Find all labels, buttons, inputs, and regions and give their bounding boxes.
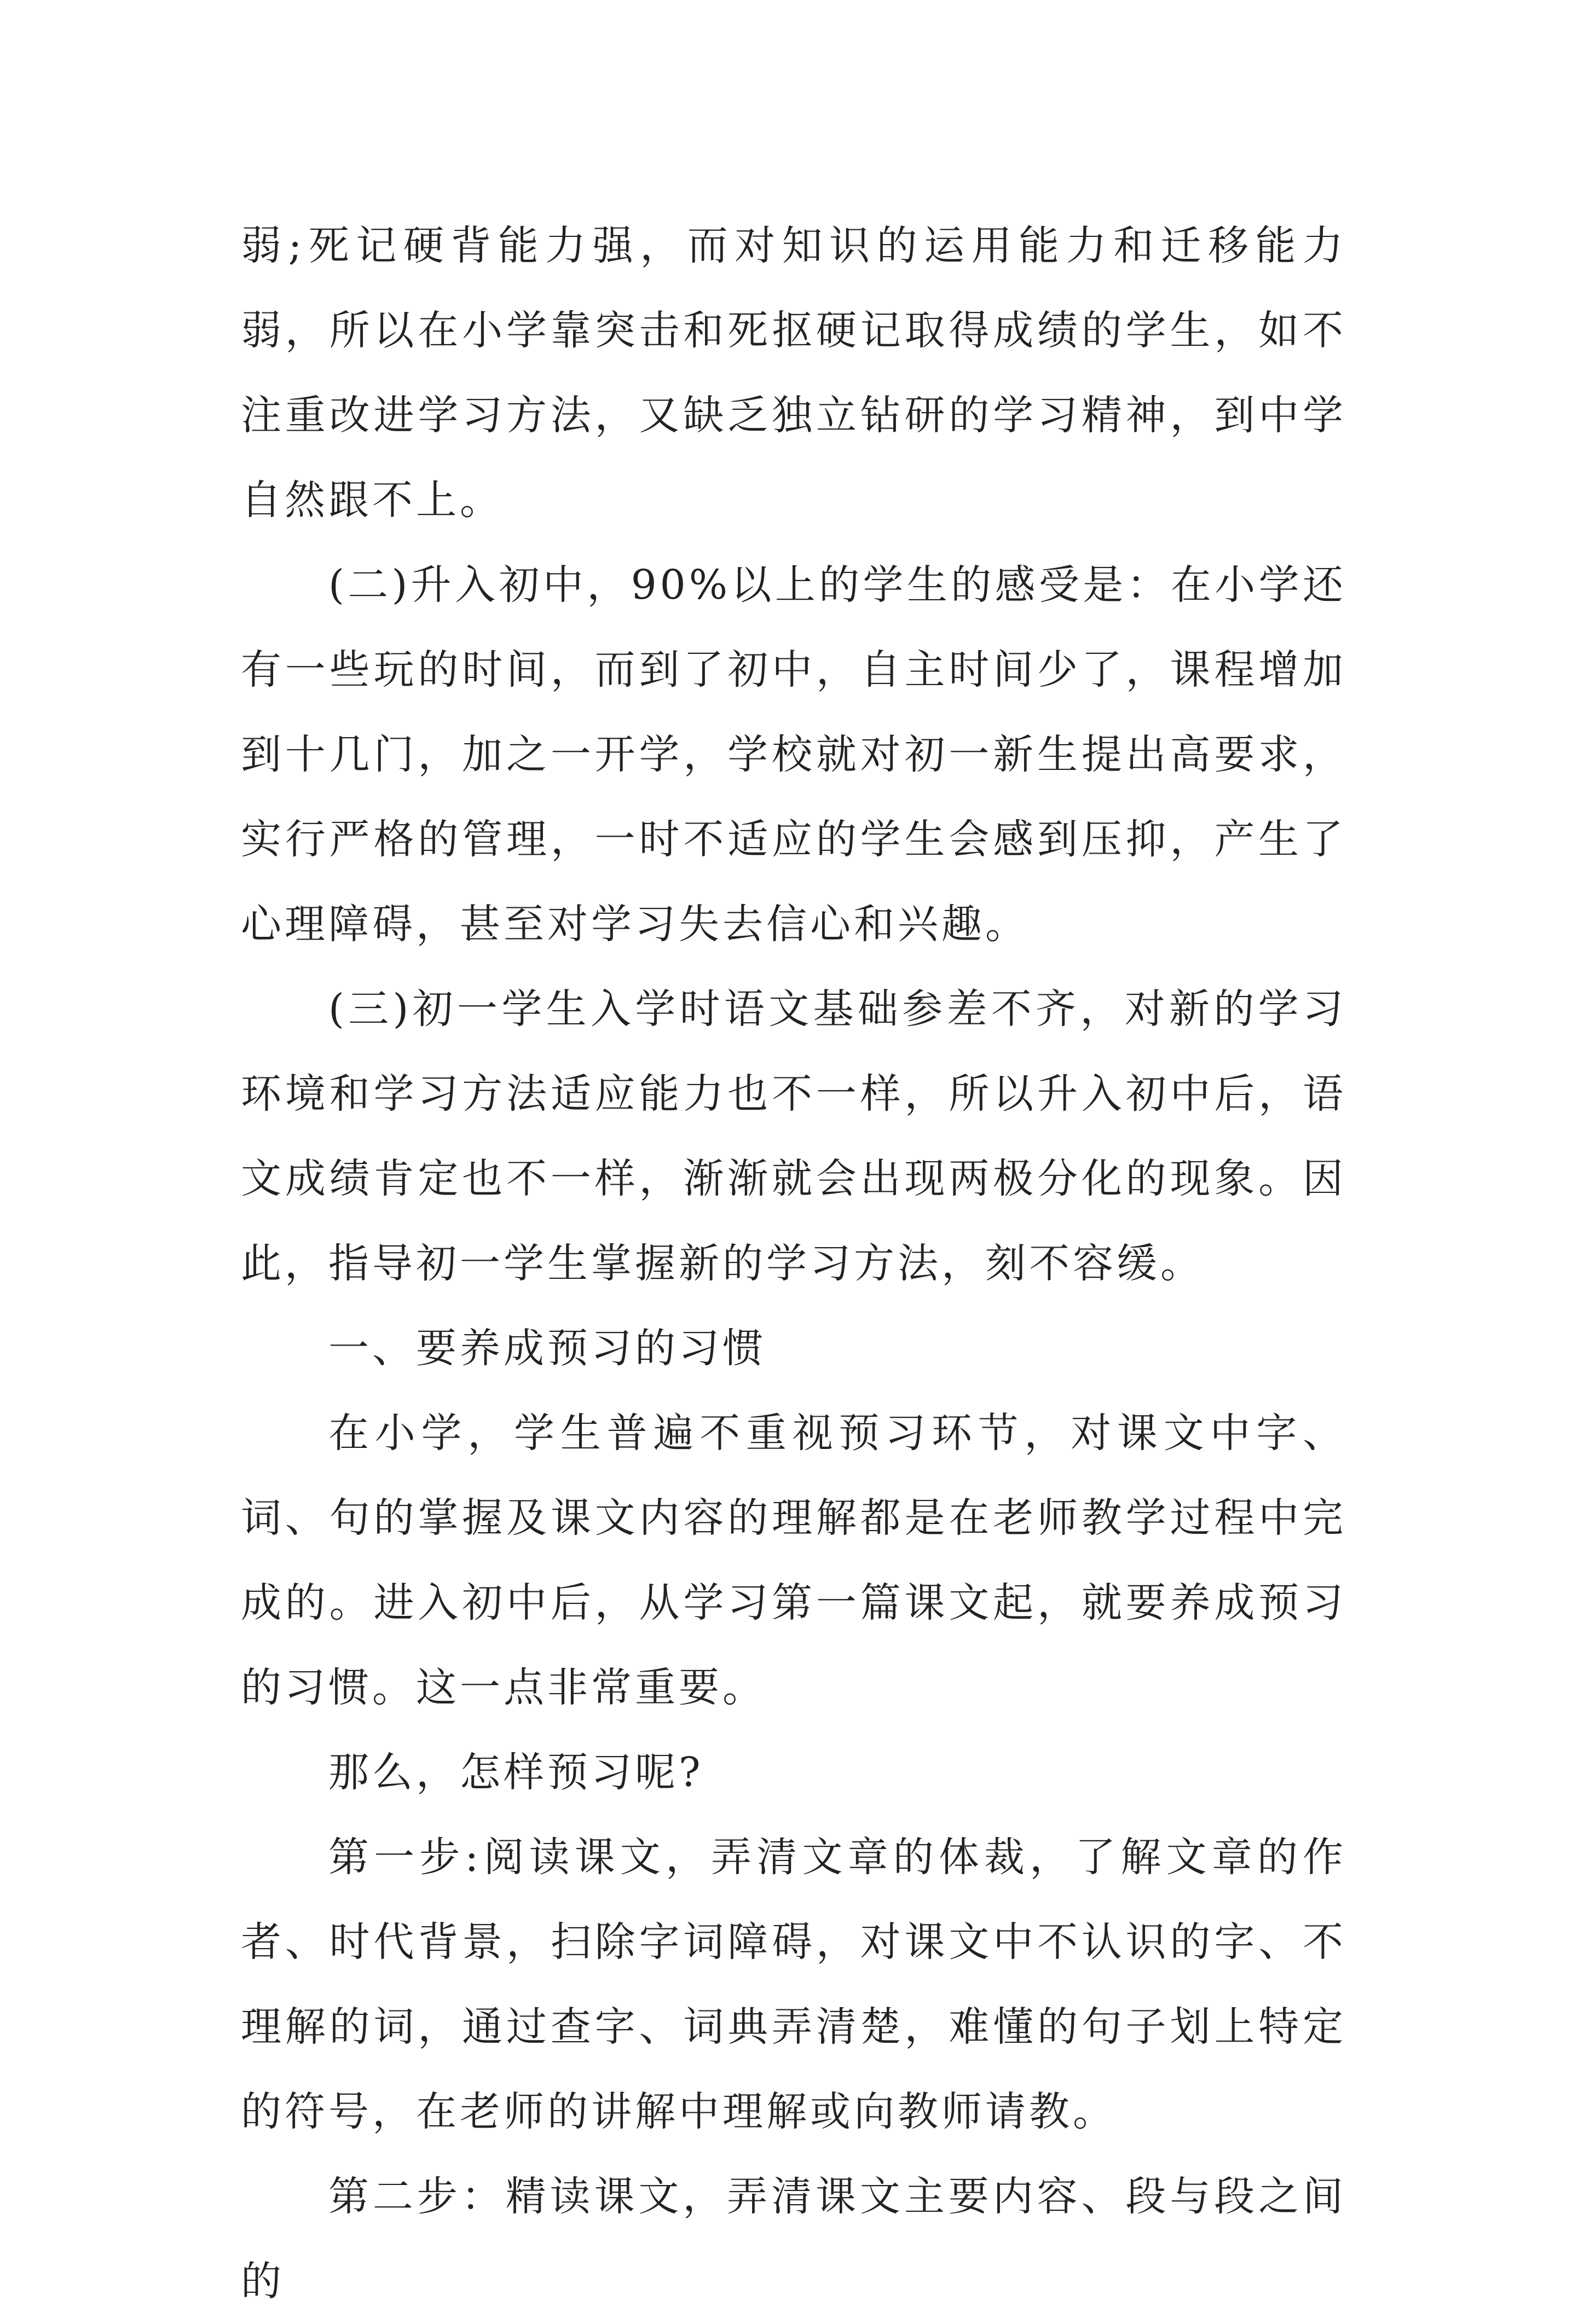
paragraph-7: 第二步：精读课文，弄清课文主要内容、段与段之间的 [241,2173,1346,2305]
paragraph-6: 第一步:阅读课文，弄清文章的体裁，了解文章的作者、时代背景，扫除字词障碍，对课文中不认识的字、不理解的词，通过查字、词典弄清楚，难懂的句子划上特定的符号，在老师的讲解中理解或向教师请教。 [241,1834,1346,2135]
section-heading: 一、要养成预习的习惯 [328,1325,766,1372]
paragraph-1: 弱;死记硬背能力强，而对知识的运用能力和迁移能力弱，所以在小学靠突击和死抠硬记取得成绩的学生，如不注重改进学习方法，又缺乏独立钻研的学习精神，到中学自然跟不上。 [241,222,1346,524]
document-body [241,204,1346,2324]
paragraph-3: (三)初一学生入学时语文基础参差不齐，对新的学习环境和学习方法适应能力也不一样，所以升入初中后，语文成绩肯定也不一样，渐渐就会出现两极分化的现象。因此，指导初一学生掌握新的学习方法，刻不容缓。 [241,986,1346,1287]
paragraph-4: 在小学，学生普遍不重视预习环节，对课文中字、词、句的掌握及课文内容的理解都是在老师教学过程中完成的。进入初中后，从学习第一篇课文起，就要养成预习的习惯。这一点非常重要。 [241,1410,1346,1711]
paragraph-2: (二)升入初中，90%以上的学生的感受是：在小学还有一些玩的时间，而到了初中，自主时间少了，课程增加到十几门，加之一开学，学校就对初一新生提出高要求，实行严格的管理，一时不适应的学生会感到压抑，产生了心理障碍，甚至对学习失去信心和兴趣。 [241,561,1346,948]
paragraph-5: 那么，怎样预习呢? [328,1749,704,1796]
